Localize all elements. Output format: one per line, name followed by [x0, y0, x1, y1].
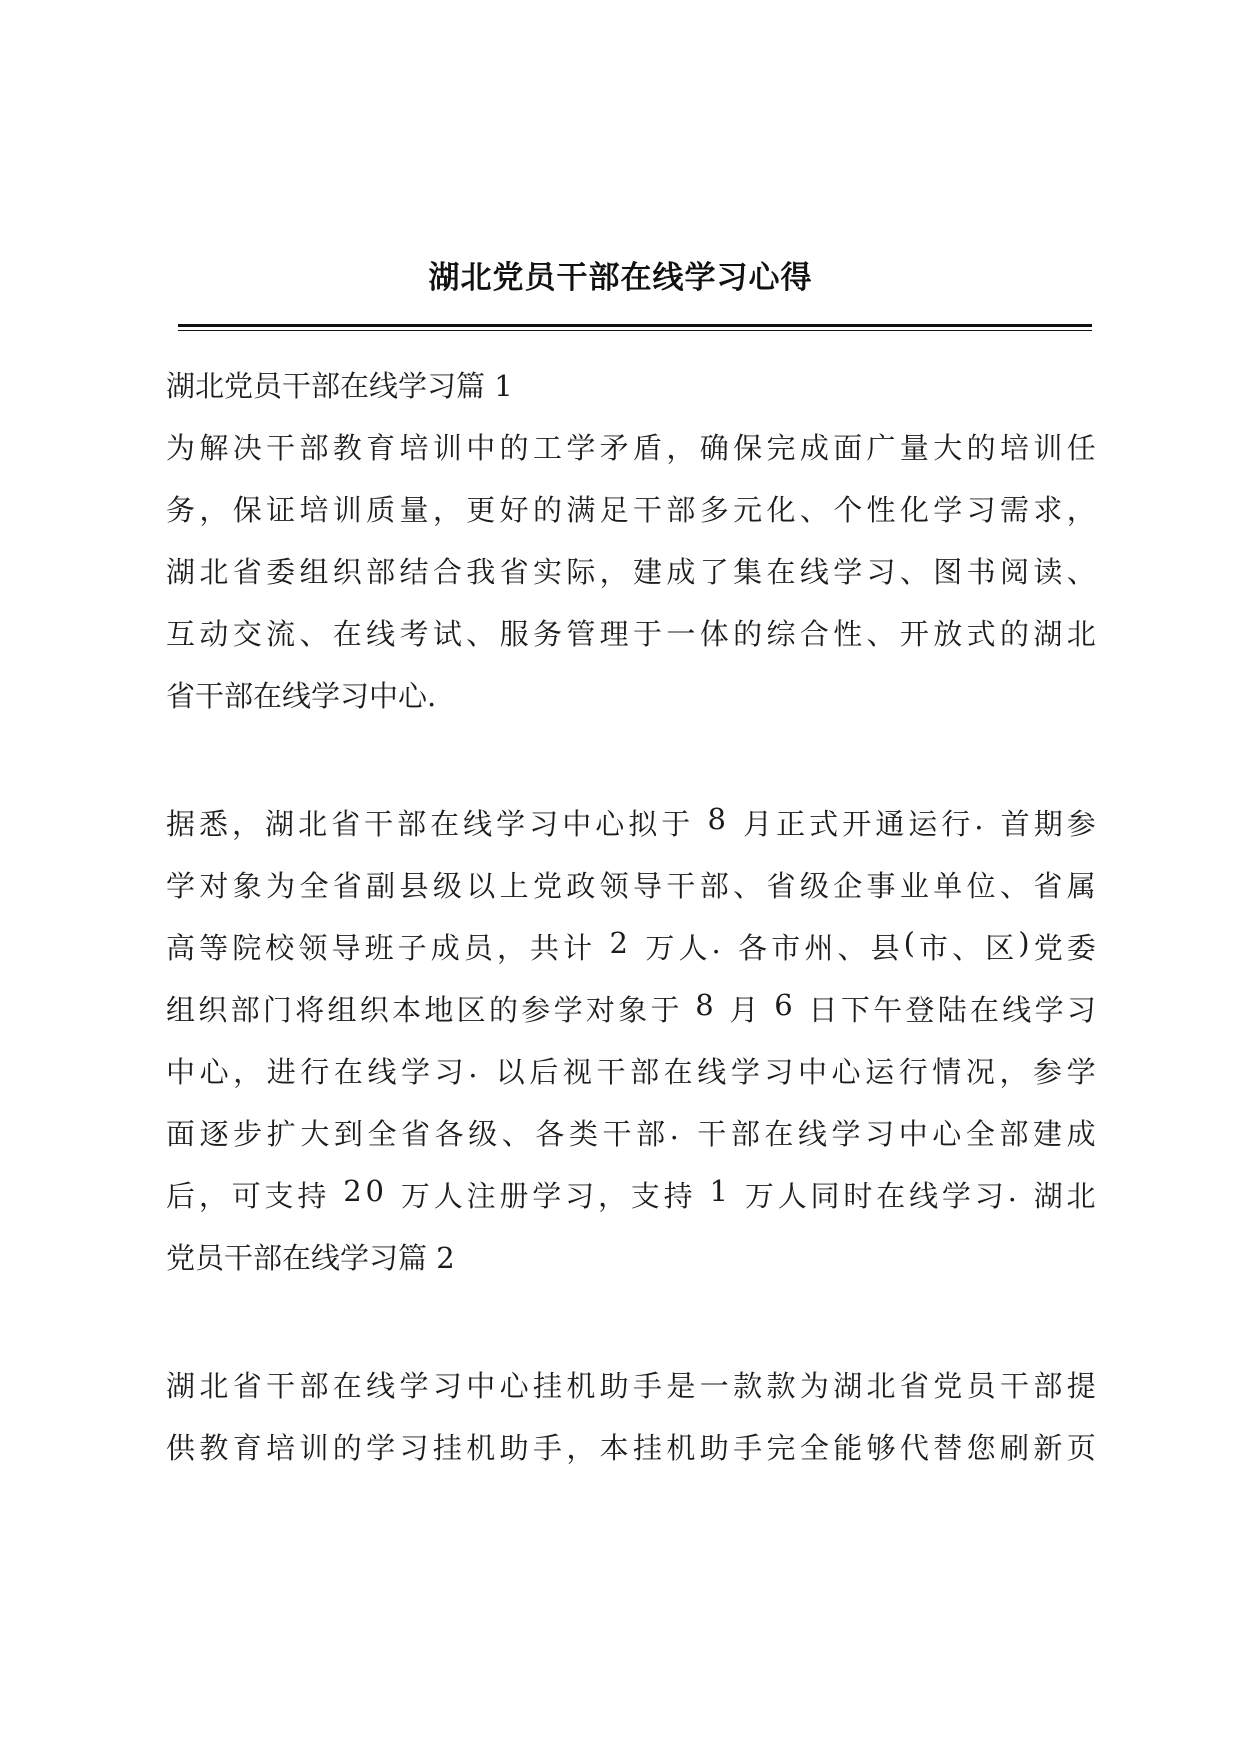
- paragraph-line: 省干部在线学习中心.: [166, 679, 437, 713]
- paragraph-line: 据 悉 ， 湖 北 省 干 部 在 线 学 习 中 心 拟 于 8 月 正 式 开 通 运 行 . 首 期 参: [166, 802, 1096, 841]
- paragraph-line: 湖 北 省 干 部 在 线 学 习 中 心 挂 机 助 手 是 一 款 款 为 湖 北 省 党 员 干 部 提: [166, 1369, 1096, 1403]
- paragraph-line: 互 动 交 流 、 在 线 考 试 、 服 务 管 理 于 一 体 的 综 合 性 、 开 放 式 的 湖 北: [166, 617, 1096, 651]
- paragraph-line: 为 解 决 干 部 教 育 培 训 中 的 工 学 矛 盾 ， 确 保 完 成 面 广 量 大 的 培 训 任: [166, 431, 1096, 465]
- section-heading-2: 党员干部在线学习篇 2: [166, 1241, 455, 1275]
- paragraph-line: 学 对 象 为 全 省 副 县 级 以 上 党 政 领 导 干 部 、 省 级 企 事 业 单 位 、 省 属: [166, 869, 1096, 903]
- paragraph-line: 后 ， 可 支 持 2 0 万 人 注 册 学 习 ， 支 持 1 万 人 同 时 在 线 学 习 . 湖 北: [166, 1174, 1096, 1213]
- paragraph-line: 供 教 育 培 训 的 学 习 挂 机 助 手 ， 本 挂 机 助 手 完 全 能 够 代 替 您 刷 新 页: [166, 1431, 1096, 1465]
- paragraph-line: 组 织 部 门 将 组 织 本 地 区 的 参 学 对 象 于 8 月 6 日 下 午 登 陆 在 线 学 习: [166, 988, 1096, 1027]
- paragraph-line: 务 ， 保 证 培 训 质 量 ， 更 好 的 满 足 干 部 多 元 化 、 个 性 化 学 习 需 求 ，: [166, 493, 1096, 527]
- paragraph-line: 湖 北 省 委 组 织 部 结 合 我 省 实 际 ， 建 成 了 集 在 线 学 习 、 图 书 阅 读 、: [166, 555, 1096, 589]
- paragraph-line: 高 等 院 校 领 导 班 子 成 员 ， 共 计 2 万 人 . 各 市 州 、 县 ( 市 、 区 ) 党 委: [166, 926, 1096, 965]
- paragraph-line: 面 逐 步 扩 大 到 全 省 各 级 、 各 类 干 部 . 干 部 在 线 学 习 中 心 全 部 建 成: [166, 1112, 1096, 1151]
- title-rule-thick: [178, 324, 1092, 327]
- document-title: 湖北党员干部在线学习心得: [428, 260, 813, 296]
- paragraph-line: 中 心 ， 进 行 在 线 学 习 . 以 后 视 干 部 在 线 学 习 中 心 运 行 情 况 ， 参 学: [166, 1050, 1096, 1089]
- title-rule-thin: [178, 330, 1092, 331]
- section-heading-1: 湖北党员干部在线学习篇 1: [166, 369, 513, 403]
